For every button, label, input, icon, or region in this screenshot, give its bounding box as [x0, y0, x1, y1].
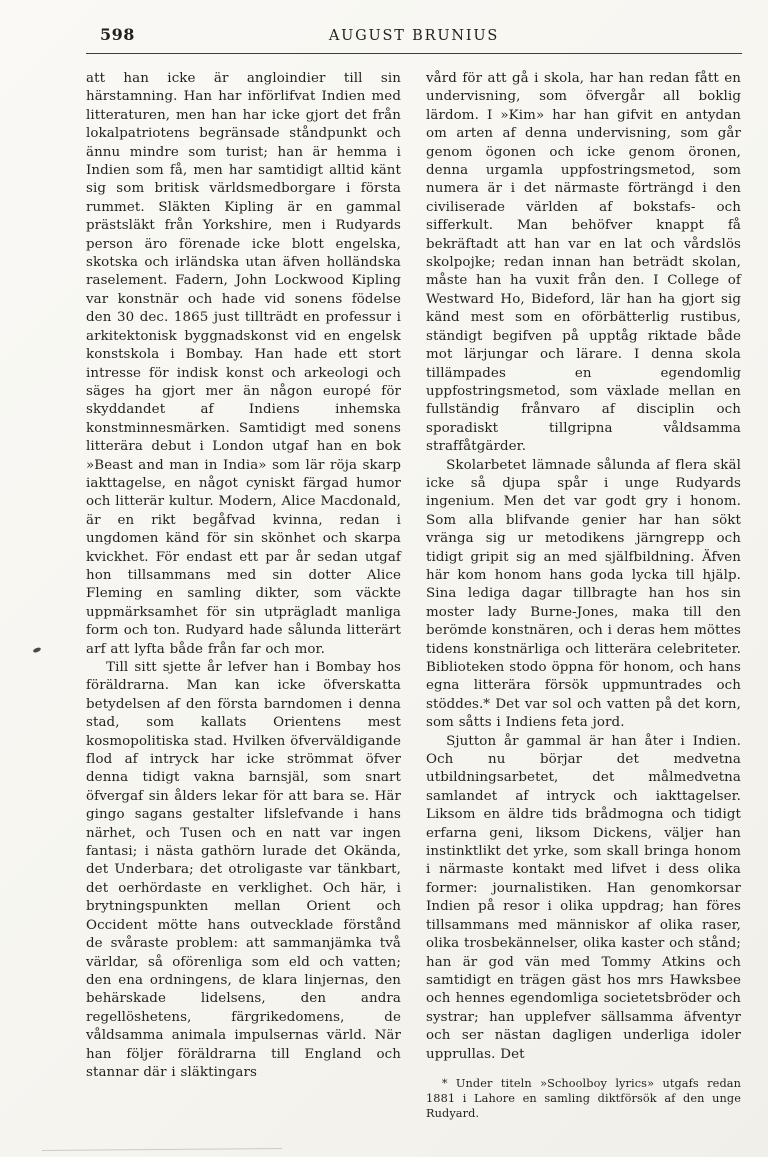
- paragraph: att han icke är angloindier till sin härstamning. Han har införlifvat Indien med litteraturen, men han har icke gjort det från lokalpatriotens begränsade ståndpunkt och ännu mindre som turist; han är hemma i Indien som få, men har samtidigt alltid känt sig som britisk världsmedborgare i första rummet. Släkten Kipling är en gammal prästsläkt från Yorkshire, men i Rudyards person äro förenade icke blott engelska, skotska och irländska utan äfven holländska raselement. Fadern, John Lockwood Kipling var konstnär och hade vid sonens födelse den 30 dec. 1865 just tillträdt en professur i arkitektonisk byggnadskonst vid en engelsk konstskola i Bombay. Han hade ett stort intresse för indisk konst och arkeologi och säges ha gjort mer än någon europé för skyddandet af Indiens inhemska konstminnesmärken. Samtidigt med sonens litterära debut i London utgaf han en bok »Beast and man in India» som lär röja skarp iakttagelse, en något cyniskt färgad humor och litterär kultur. Modern, Alice Macdonald, är en rikt begåfvad kvinna, redan i ungdomen känd för sin skönhet och skarpa kvickhet. För endast ett par år sedan utgaf hon tillsammans med sin dotter Alice Fleming en samling dikter, som väckte uppmärksamhet för sin utprägladt manliga form och ton. Rudyard hade sålunda litterärt arf att lyfta både från far och mor.: [86, 71, 401, 657]
- running-title: AUGUST BRUNIUS: [328, 28, 500, 44]
- header-rule: [86, 53, 742, 54]
- text-columns: [86, 70, 742, 1121]
- paragraph: Sjutton år gammal är han åter i Indien. Och nu börjar det medvetna utbildningsarbetet, det målmedvetna samlandet af intryck och iakttagelser. Liksom en äldre tids brådmogna och tidigt erfarna geni, liksom Dickens, väljer han instinktlikt det yrke, som skall bringa honom i närmaste kontakt med lifvet i dess olika former: journalistiken. Han genomkorsar Indien på resor i olika uppdrag; han föres tillsammans med människor af olika raser, olika trosbekännelser, olika kaster och stånd; han är god vän med Tommy Atkins och samtidigt en trägen gäst hos mrs Hawksbee och hennes egendomliga societetsbröder och systrar; han upplefver sällsamma äfventyr och ser nästan dagligen underliga idoler upprullas. Det: [426, 733, 741, 1062]
- paragraph: vård för att gå i skola, har han redan fått en undervisning, som öfvergår all boklig lärdom. I »Kim» har han gifvit en antydan om arten af denna undervisning, som går genom ögonen och icke genom öronen, denna urgamla uppfostringsmetod, som numera är i det närmaste förträngd i den civiliserade världen af bokstafs- och sifferkult. Man behöfver knappt få bekräftadt att han var en lat och vårdslös skolpojke; redan innan han beträdt skolan, måste han ha vuxit från den. I College of Westward Ho, Bideford, lär han ha gjort sig känd mest som en oförbätterlig rustibus, ständigt begifven på upptåg riktade både mot lärjungar och lärare. I denna skola tillämpades en egendomlig uppfostringsmetod, som växlade mellan en fullständig frånvaro af disciplin och sporadiskt tillgripna våldsamma straffåtgärder.: [426, 71, 741, 455]
- scan-edge-artifact: [42, 1148, 282, 1151]
- left-column: [86, 70, 401, 1121]
- paragraph: Skolarbetet lämnade sålunda af flera skäl icke så djupa spår i unge Rudyards ingenium. Men det var godt gry i honom. Som alla blifvande genier har han sökt vränga sig ur metodikens järngrepp och tidigt gripit sig an med själfbildning. Äfven här kom honom hans goda lycka till hjälp. Sina lediga dagar tillbragte han hos sin moster lady Burne-Jones, maka till den berömde konstnären, och i deras hem möttes tidens konstnärliga och litterära celebriteter. Biblioteken stodo öppna för honom, och hans egna litterära försök uppmuntrades och stöddes.* Det var sol och vatten på det korn, som såtts i Indiens feta jord.: [426, 457, 741, 731]
- margin-ink-mark-artifact: [33, 647, 42, 654]
- right-column: [426, 70, 741, 1121]
- page-header: [86, 24, 742, 50]
- paragraph: Till sitt sjette år lefver han i Bombay hos föräldrarna. Man kan icke öfverskatta betydelsen af den första barndomen i denna stad, som kallats Orientens mest kosmopolitiska stad. Hvilken öfverväldigande flod af intryck har icke strömmat öfver denna tidigt vakna barnsjäl, som snart öfvergaf sin ålders lekar för att bara se. Här gingo sagans gestalter lifslefvande i hans närhet, och Tusen och en natt var ingen fantasi; i nästa gathörn lurade det Okända, det Underbara; det otroligaste var tänkbart, det oerhördaste en verklighet. Och här, i brytningspunkten mellan Orient och Occident mötte hans outvecklade förstånd de svåraste problem: att sammanjämka två världar, så oförenliga som eld och vatten; den ena ordningens, de klara linjernas, den behärskade lidelsens, den andra regellöshetens, färgrikedomens, de våldsamma animala impulsernas värld. När han följer föräldrarna till England och stannar där i släktingars: [86, 660, 401, 1080]
- footnote-text: * Under titeln »Schoolboy lyrics» utgafs redan 1881 i Lahore en samling diktförsök af den unge Rudyard.: [426, 1076, 741, 1120]
- page-number: 598: [100, 25, 135, 44]
- footnote: [426, 1077, 741, 1121]
